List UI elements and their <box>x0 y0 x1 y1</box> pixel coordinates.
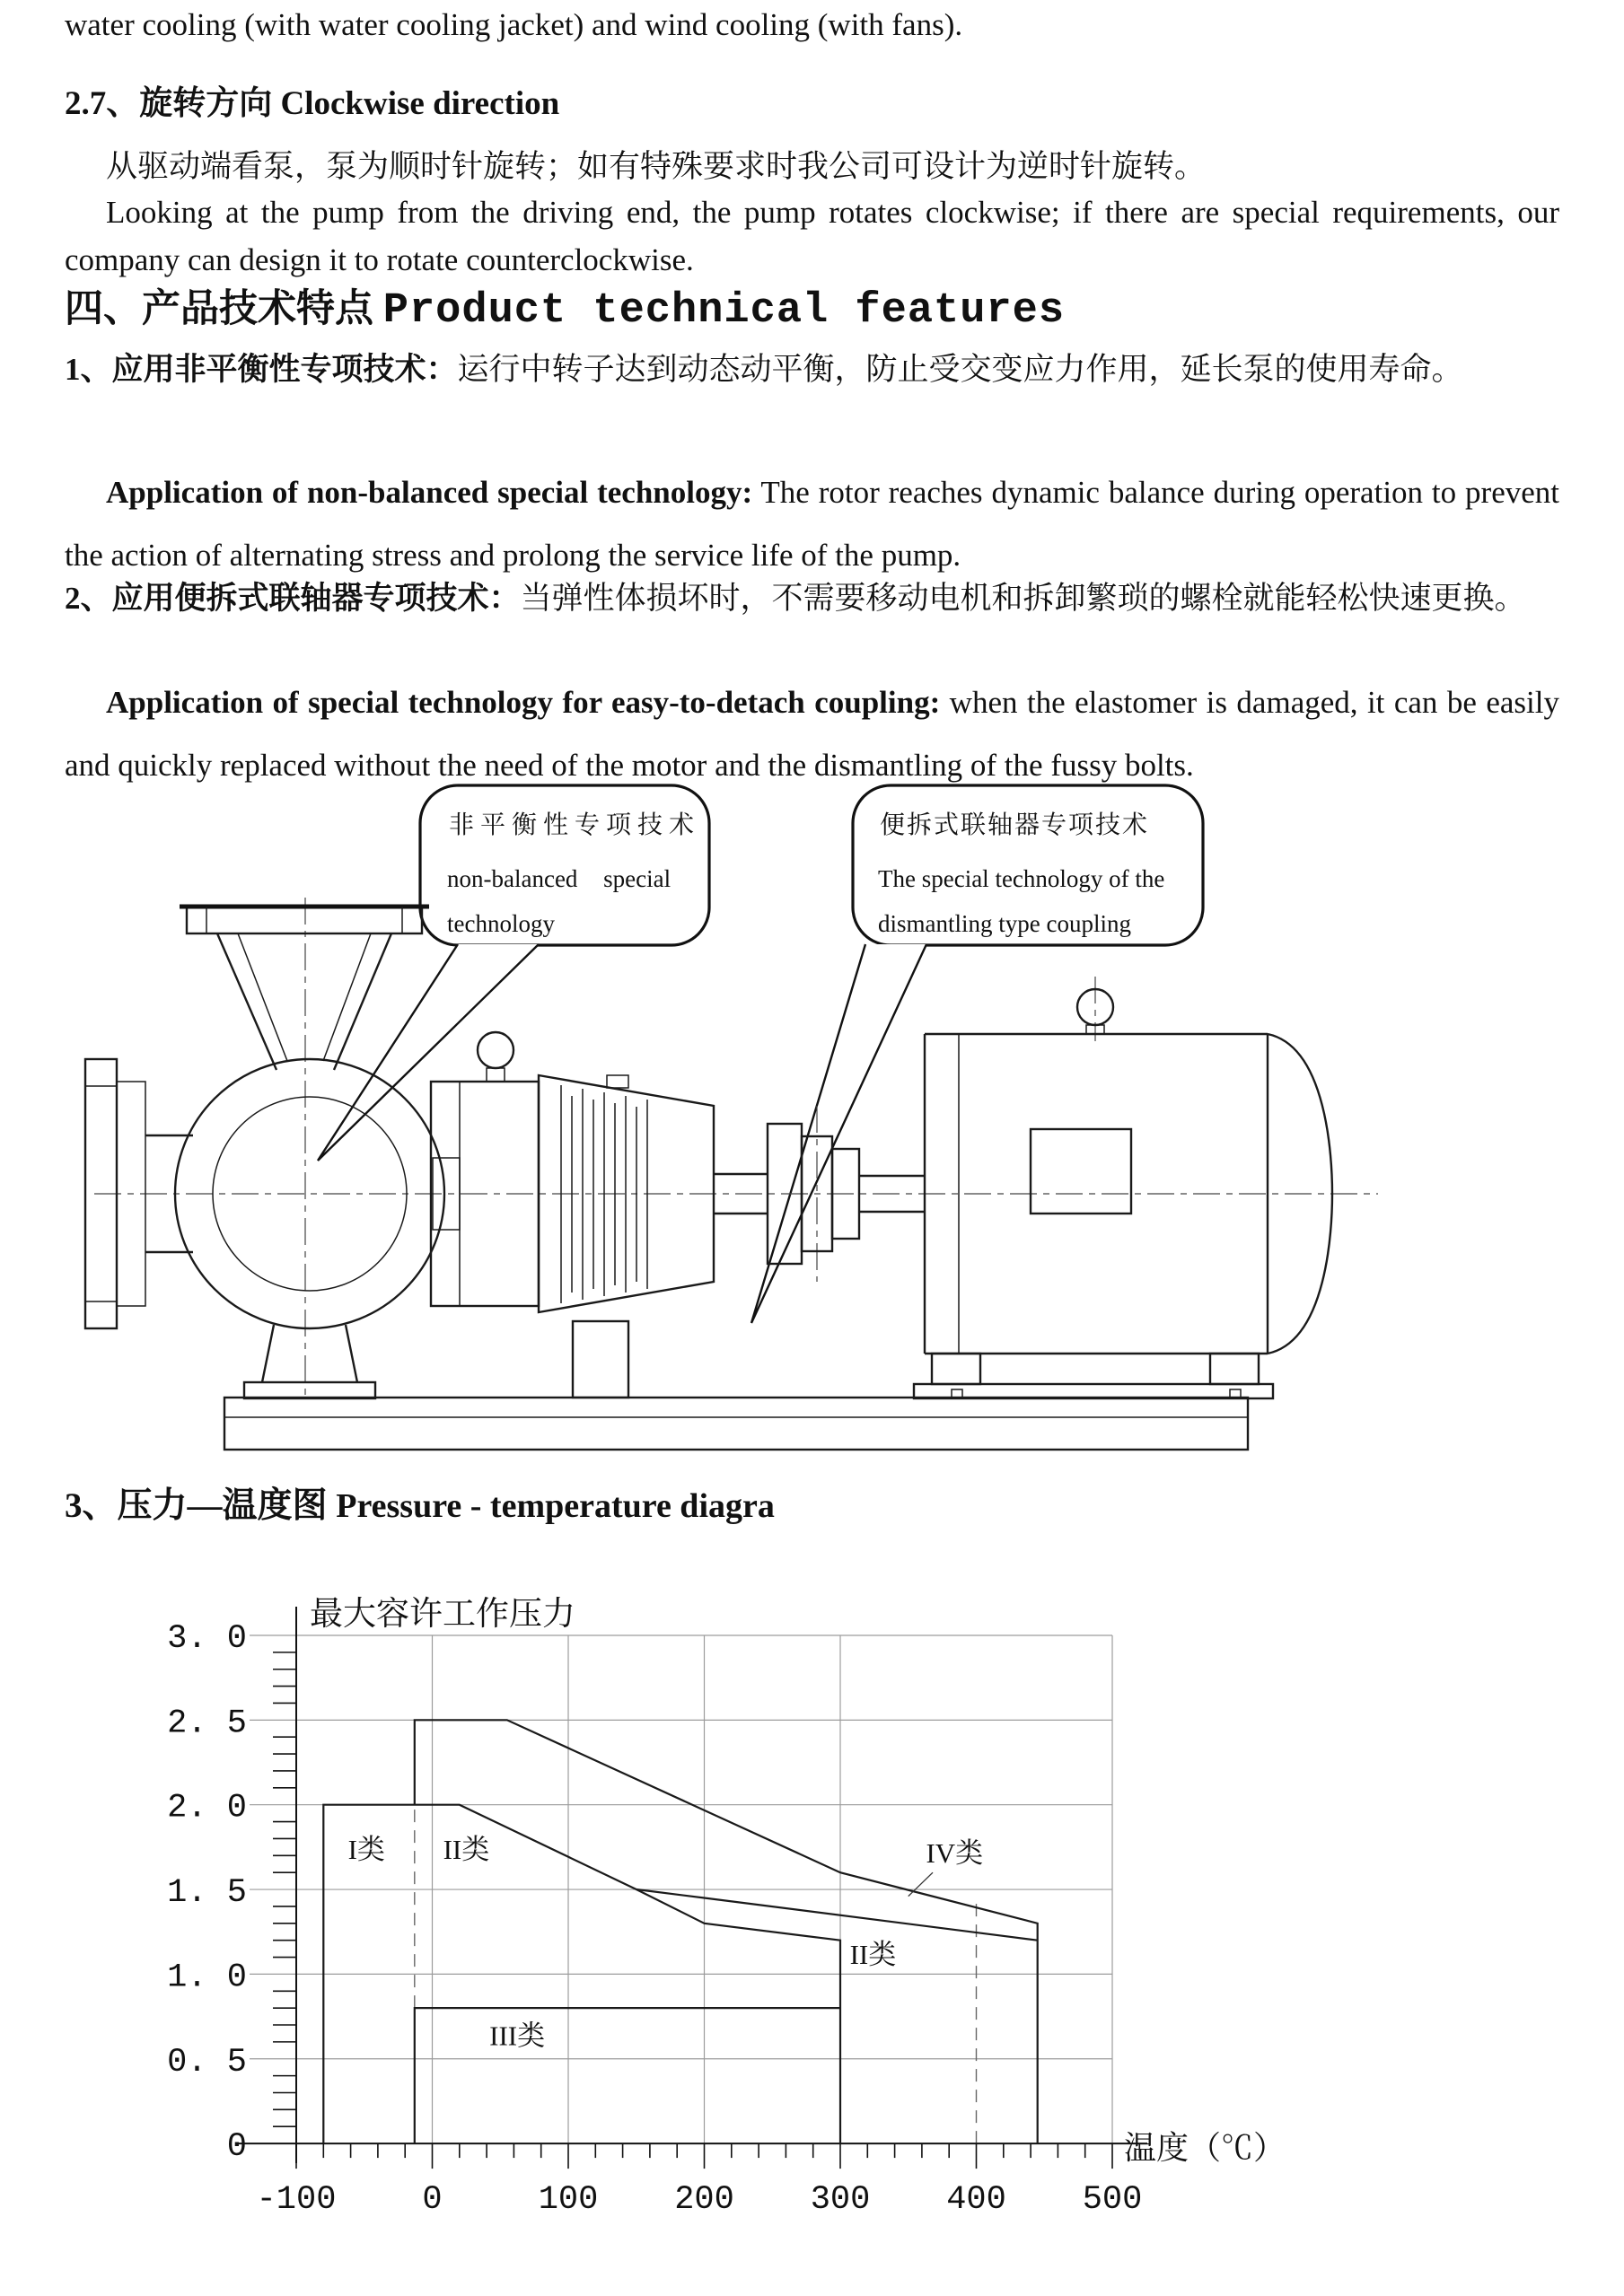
item1-paragraph-en <box>65 461 1559 587</box>
class-II-outer-boundary <box>636 1889 1038 1941</box>
region-label: II类 <box>849 1939 897 1971</box>
item1-en-body: The rotor reaches dynamic balance during operation to prevent the action of alternating stress and prolong the service life of the pump. <box>65 475 1559 573</box>
y-tick-label: 1. 0 <box>167 1959 247 1997</box>
baseplate <box>224 1389 1248 1450</box>
x-tick-label: 100 <box>538 2181 599 2220</box>
x-tick-label: 0 <box>422 2181 443 2220</box>
class-III-box <box>415 2008 840 2143</box>
section-2-7-heading: 2.7、旋转方向 Clockwise direction <box>65 85 560 122</box>
intro-line: water cooling (with water cooling jacket) and wind cooling (with fans). <box>65 7 963 42</box>
region-label: II类 <box>443 1834 490 1866</box>
item2-paragraph <box>65 574 1559 623</box>
section-4-heading-en: Product technical features <box>382 287 1066 335</box>
chart-title: 最大容许工作压力 <box>310 1596 575 1633</box>
callout-right-text <box>878 811 1164 937</box>
y-tick-label: 0. 5 <box>167 2043 247 2081</box>
frame-support <box>573 1321 628 1398</box>
region-label: IV类 <box>926 1836 984 1869</box>
callout-right-leader <box>751 944 926 1323</box>
pressure-temperature-chart <box>54 1580 1365 2296</box>
y-tick-label: 3. 0 <box>167 1620 247 1658</box>
callout-left-line2: non-balanced special <box>447 865 672 892</box>
callout-right-line1: 便拆式联轴器专项技术 <box>880 811 1150 839</box>
bearing-frame <box>478 1032 714 1312</box>
centerlines <box>94 898 1378 1400</box>
item2-en-lead: Application of special technology for easy-to-detach coupling: <box>106 685 941 720</box>
y-tick-label: 0 <box>226 2128 247 2167</box>
x-tick-label: 500 <box>1082 2181 1143 2220</box>
section-3-heading-en: Pressure - temperature diagra <box>336 1487 775 1525</box>
callout-right-line3: dismantling type coupling <box>878 910 1131 937</box>
item2-lead: 2、应用便拆式联轴器专项技术： <box>65 581 521 616</box>
callout-right-line2: The special technology of the <box>878 865 1165 892</box>
pump-drawing <box>85 907 1332 1450</box>
region-label: III类 <box>489 2020 546 2052</box>
y-tick-label: 2. 5 <box>167 1704 247 1743</box>
item1-en-lead: Application of non-balanced special technology: <box>106 475 753 510</box>
paragraph-en-rotation: Looking at the pump from the driving end, the pump rotates clockwise; if there are special requirements, our company can design it to rotate counterclockwise. <box>65 195 1559 277</box>
region-label: I类 <box>347 1834 385 1866</box>
section-3-heading-zh: 3、压力—温度图 <box>65 1486 337 1525</box>
pump-assembly-diagram <box>72 772 1580 1490</box>
callout-left-line3: technology <box>447 910 555 937</box>
item1-lead: 1、应用非平衡性专项技术： <box>65 352 458 387</box>
section-3-heading <box>65 1477 1591 1528</box>
y-tick-label: 2. 0 <box>167 1789 247 1827</box>
class-IV-upper-boundary <box>415 1720 1038 2143</box>
paragraph-cn-rotation: 从驱动端看泵，泵为顺时针旋转；如有特殊要求时我公司可设计为逆时针旋转。 <box>106 149 1207 184</box>
pump-pedestal <box>244 1325 375 1398</box>
callout-left-line1: 非平衡性专项技术 <box>449 811 701 839</box>
x-tick-label: 400 <box>946 2181 1006 2220</box>
item1-body: 运行中转子达到动态动平衡，防止受交变应力作用，延长泵的使用寿命。 <box>457 352 1463 387</box>
section-4-heading-zh: 四、产品技术特点 <box>65 288 383 330</box>
item1-paragraph <box>65 337 1559 402</box>
x-tick-label: 200 <box>674 2181 734 2220</box>
lifting-eye-icon <box>478 1032 514 1068</box>
x-axis-title: 温度（℃） <box>1124 2130 1286 2166</box>
section-4-heading <box>65 278 1591 335</box>
x-tick-label: -100 <box>256 2181 337 2220</box>
y-tick-label: 1. 5 <box>167 1874 247 1913</box>
x-tick-label: 300 <box>810 2181 871 2220</box>
item2-body: 当弹性体损坏时，不需要移动电机和拆卸繁琐的螺栓就能轻松快速更换。 <box>520 581 1526 616</box>
item2-en-body: when the elastomer is damaged, it can be easily and quickly replaced without the need of the motor and the dismantling of the fussy bolts. <box>65 685 1559 783</box>
